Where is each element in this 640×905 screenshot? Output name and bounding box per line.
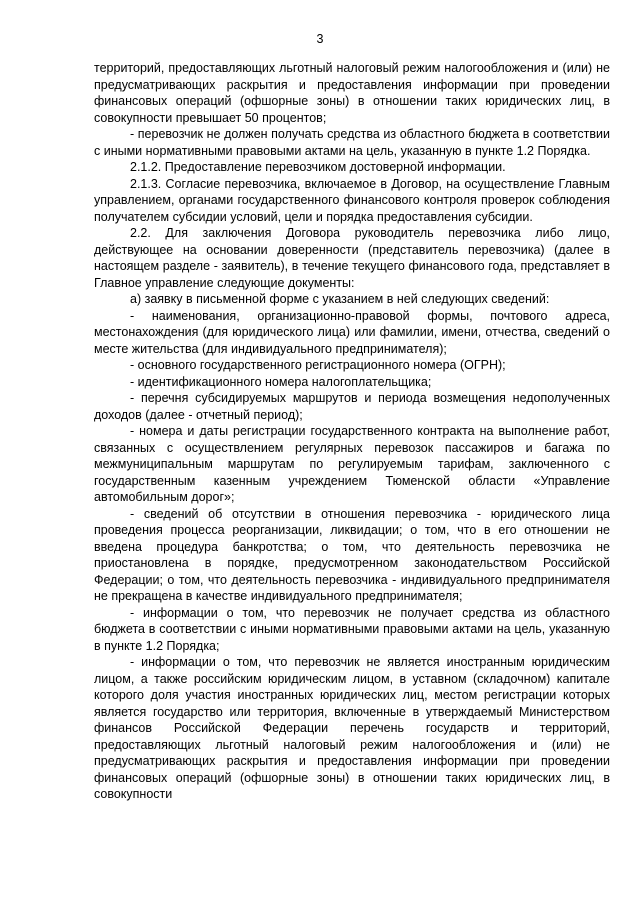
list-item-foreign-entity: - информации о том, что перевозчик не является иностранным юридическим лицом, а также российским юридическим лицом, в уставном (складочном) капитале которого доля участия иностранных юридических лиц, местом регистрации которых является государство или территория, включенные в утверждаемый Министерством финансов Российской Федерации перечень государств и территорий, предоставляющих льготный налоговый режим налогообложения и (или) не предусматривающих раскрытия и предоставления информации при проведении финансовых операций (офшорные зоны) в отношении таких юридических лиц, в совокупности [94, 655, 610, 801]
list-item-ogrn: - основного государственного регистрационного номера (ОГРН); [130, 358, 506, 372]
list-item-budget-info: - информации о том, что перевозчик не получает средства из областного бюджета в соответствии с иными нормативными правовыми актами на цель, указанную в пункте 1.2 Порядка; [94, 605, 610, 653]
paragraph-2-1-3: 2.1.3. Согласие перевозчика, включаемое в Договор, на осуществление Главным управлением, органами государственного финансового контроля проверок соблюдения получателем субсидии условий, цели и порядка предоставления субсидии. [94, 176, 610, 224]
document-body [94, 60, 610, 803]
paragraph-budget-condition: - перевозчик не должен получать средства из областного бюджета в соответствии с иными нормативными правовыми актами на цель, указанную в пункте 1.2 Порядка. [94, 127, 610, 158]
paragraph-2-2: 2.2. Для заключения Договора руководитель перевозчика либо лицо, действующее на основании доверенности (представитель перевозчика) (далее в настоящем разделе - заявитель), в течение текущего финансового года, представляет в Главное управление следующие документы: [94, 226, 610, 290]
paragraph-item-a: а) заявку в письменной форме с указанием в ней следующих сведений: [130, 292, 550, 306]
list-item-name: - наименования, организационно-правовой формы, почтового адреса, местонахождения (для юридического лица) или фамилии, имени, отчества, сведений о месте жительства (для индивидуального предпринимателя); [94, 308, 610, 356]
paragraph-2-1-2: 2.1.2. Предоставление перевозчиком достоверной информации. [130, 160, 506, 174]
list-item-reorganization: - сведений об отсутствии в отношения перевозчика - юридического лица проведения процесса реорганизации, ликвидации; о том, что в его отношении не введена процедура банкротства; о том, что деятельность перевозчика не приостановлена в порядке, предусмотренном законодательством Российской Федерации; о том, что деятельность перевозчика - индивидуального предпринимателя не прекращена в качестве индивидуального предпринимателя; [94, 506, 610, 603]
list-item-contract: - номера и даты регистрации государственного контракта на выполнение работ, связанных с осуществлением регулярных перевозок пассажиров и багажа по межмуниципальным маршрутам по регулируемым тарифам, заключенного с государственным казенным учреждением Тюменской области «Управление автомобильным дорог»; [94, 424, 610, 504]
list-item-inn: - идентификационного номера налогоплательщика; [130, 374, 432, 389]
paragraph-continuation: территорий, предоставляющих льготный налоговый режим налогообложения и (или) не предусматривающих раскрытия и предоставления информации при проведении финансовых операций (офшорные зоны) в отношении таких юридических лиц, в совокупности превышает 50 процентов; [94, 61, 610, 125]
list-item-routes: - перечня субсидируемых маршрутов и периода возмещения недополученных доходов (далее - отчетный период); [94, 391, 610, 422]
page-number: 3 [316, 32, 324, 46]
